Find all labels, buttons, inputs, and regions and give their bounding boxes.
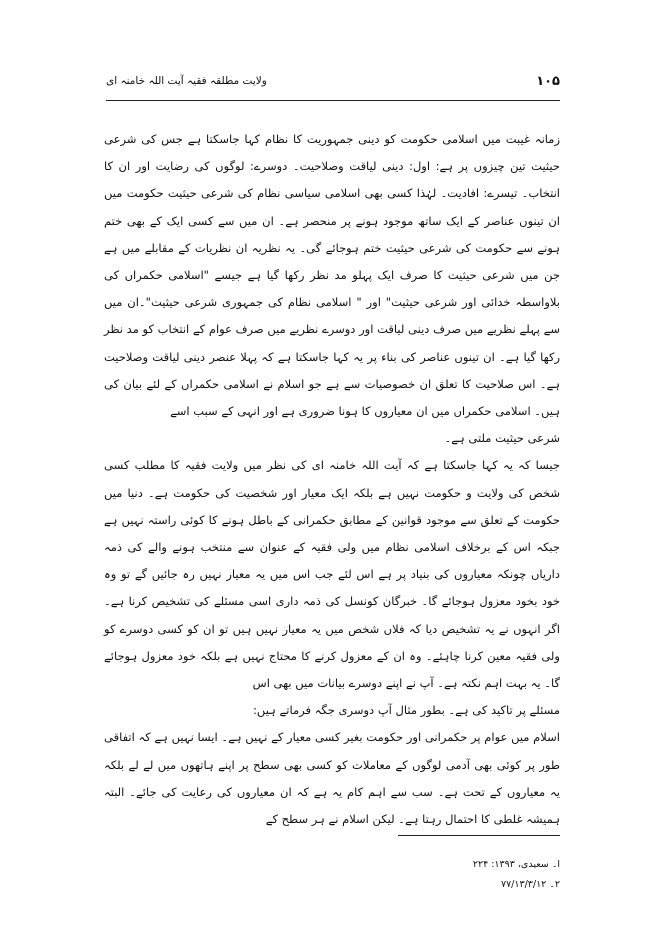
footnotes bbox=[360, 855, 560, 895]
page-number: ۱۰۵ bbox=[536, 74, 560, 89]
paragraph-2: جیسا کہ یہ کہا جاسکتا ہے کہ آیت اللہ خامنہ ای کی نظر میں ولایت فقیہ کا مطلب کسی شخص کی ولایت و حکومت نہیں ہے بلکہ ایک معیار اور شخصیت کی حکومت ہے۔ دنیا میں حکومت کے تعلق سے موجود قوانین کے مطابق حکمرانی کے باطل ہونے کا کوئی راستہ نہیں ہے جبکہ اس کے برخلاف اسلامی نظام میں ولی فقیہ کے عنوان سے منتخب ہونے والے کی ذمہ داریاں چونکہ معیاروں کی بنیاد پر ہے اس لئے جب اس میں یہ معیار نہیں رہ جائیں گے تو وہ خود بخود معزول ہوجائے گا۔ خبرگان کونسل کی ذمہ داری اسی مسئلے کی تشخیص کرنا ہے۔ اگر انہوں نے یہ تشخیص دیا کہ فلاں شخص میں یہ معیار نہیں ہیں تو ان کو کسی دوسرے کو ولی فقیہ معین کرنا چاہئے۔ وہ ان کے معزول کرنے کا محتاج نہیں ہے بلکہ خود معزول ہوجائے گا۔ یہ بہت اہم نکتہ ہے۔ آپ نے اپنے دوسرے بیانات میں بھی اس bbox=[104, 458, 560, 691]
running-title: ولایت مطلقہ فقیہ آیت اللہ خامنہ ای bbox=[106, 75, 267, 87]
paragraph-2-end: مسئلے پر تاکید کی ہے۔ بطور مثال آپ دوسری جگہ فرماتے ہیں: bbox=[253, 703, 560, 718]
paragraph-1: زمانہ غیبت میں اسلامی حکومت کو دینی جمہوریت کا نظام کہا جاسکتا ہے جس کی شرعی حیثیت تین چیزوں پر ہے: اول: دینی لیاقت وصلاحیت۔ دوسرے: لوگوں کی رضایت اور ان کا انتخاب۔ تیسرے: افادیت۔ لہٰذا کسی بھی اسلامی سیاسی نظام کی شرعی حیثیت حکومت میں ان تینوں عناصر کے ایک ساتھ موجود ہونے پر منحصر ہے۔ ان میں سے کسی ایک کے بھی ختم ہونے سے حکومت کی شرعی حیثیت ختم ہوجائے گی۔ یہ نظریہ ان نظریات کے مقابلے میں ہے جن میں شرعی حیثیت کا صرف ایک پہلو مد نظر رکھا گیا ہے جیسے "اسلامی حکمراں کی بلاواسطہ خدائی اور شرعی حیثیت" اور " اسلامی نظام کی جمہوری شرعی حیثیت"۔ان میں سے پہلے نظریے میں صرف دینی لیاقت اور دوسرے نظریے میں صرف عوام کے انتخاب کو مد نظر رکھا گیا ہے۔ ان تینوں عناصر کی بناء پر یہ کہا جاسکتا ہے کہ پہلا عنصر دینی لیاقت وصلاحیت ہے۔ اس صلاحیت کا تعلق ان خصوصیات سے ہے جو اسلام نے اسلامی حکمراں کے لئے بیان کی ہیں۔ اسلامی حکمراں میں ان معیاروں کا ہونا ضروری ہے اور انہی کے سبب اسے bbox=[104, 132, 560, 419]
page-header bbox=[106, 70, 560, 100]
footnote-rule bbox=[398, 835, 560, 836]
paragraph-3: اسلام میں عوام پر حکمرانی اور حکومت بغیر کسی معیار کے نہیں ہے۔ ایسا نہیں ہے کہ اتفاقی طور پر کوئی بھی آدمی لوگوں کے معاملات کو کسی بھی سطح پر اپنے ہاتھوں میں لے لے بلکہ یہ معیاروں کے تحت ہے۔ سب سے اہم کام یہ ہے کہ ان معیاروں کی رعایت کی جائے۔ البتہ ہمیشہ غلطی کا احتمال رہتا ہے۔ لیکن اسلام نے ہر سطح کے bbox=[104, 730, 560, 827]
paragraph-1-end: شرعی حیثیت ملتی ہے۔ bbox=[444, 431, 560, 446]
footnote-1: ا۔ سعیدی، ۱۳۹۳: ۲۲۴ bbox=[472, 859, 560, 870]
body-text bbox=[104, 126, 560, 833]
footnote-2: ۲۔ ۷۷/۱۳/۳/۱۲ bbox=[500, 879, 560, 890]
header-rule bbox=[106, 100, 560, 101]
